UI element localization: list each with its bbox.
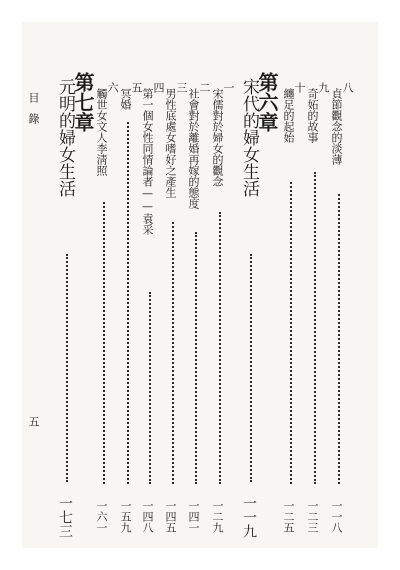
entry-number: 六 [106, 82, 119, 93]
toc-entry[interactable] [165, 82, 187, 198]
chapter-page: 一一九 [241, 496, 257, 538]
entry-title: 觸世女文人李淸照 [95, 88, 108, 176]
entry-page: 一四八 [141, 500, 154, 533]
toc-entry[interactable] [212, 82, 234, 187]
entry-number: 九 [317, 82, 330, 93]
toc-entry[interactable] [331, 82, 353, 165]
dot-leader [127, 122, 129, 484]
toc-entry[interactable] [283, 82, 305, 143]
chapter-label: 第七章 [71, 72, 95, 132]
dot-leader [103, 202, 105, 484]
book-page [22, 22, 378, 548]
toc-entry[interactable] [120, 82, 142, 110]
entry-title: 第一個女性同情論者——袁采 [141, 88, 154, 235]
entry-number: 八 [341, 82, 354, 93]
toc-entry[interactable] [96, 82, 118, 176]
entry-number: 十 [293, 82, 306, 93]
entry-number: 五 [130, 82, 143, 93]
entry-title: 貞節觀念的淡薄 [330, 88, 343, 165]
dot-leader [290, 182, 292, 484]
entry-page: 一五九 [119, 500, 132, 533]
running-header: 目錄 [27, 92, 40, 134]
chapter-label: 第六章 [255, 72, 279, 132]
entry-number: 一 [222, 82, 235, 93]
entry-title: 冥婚 [119, 88, 132, 110]
dot-leader [66, 254, 68, 482]
entry-title: 男性底處女嗜好之產生 [164, 88, 177, 198]
page-folio: 五 [27, 416, 40, 427]
entry-page: 一四五 [164, 500, 177, 533]
chapter-page: 一七三 [57, 496, 73, 538]
toc-chapter[interactable] [240, 72, 277, 197]
chapter-title: 宋代的婦女生活 [239, 78, 259, 197]
dot-leader [219, 212, 221, 484]
entry-page: 一二五 [282, 500, 295, 533]
entry-page: 一二三 [306, 500, 319, 533]
entry-page: 一四一 [187, 500, 200, 533]
entry-page: 一六一 [95, 500, 108, 533]
entry-page: 一二九 [211, 500, 224, 533]
entry-title: 奇妬的故事 [306, 88, 319, 143]
dot-leader [250, 254, 252, 482]
toc-entry[interactable] [307, 82, 329, 143]
dot-leader [149, 292, 151, 484]
entry-title: 社會對於離婚再嫁的態度 [187, 88, 200, 209]
dot-leader [338, 194, 340, 484]
toc-chapter[interactable] [56, 72, 93, 197]
toc-entry[interactable] [188, 82, 210, 209]
dot-leader [172, 222, 174, 484]
dot-leader [195, 232, 197, 484]
entry-title: 宋儒對於婦女的觀念 [211, 88, 224, 187]
entry-page: 一一八 [330, 500, 343, 533]
entry-number: 二 [198, 82, 211, 93]
chapter-title: 元明的婦女生活 [55, 78, 75, 197]
entry-title: 纏足的起始 [282, 88, 295, 143]
entry-number: 四 [152, 82, 165, 93]
dot-leader [314, 172, 316, 484]
toc-entry[interactable] [142, 82, 164, 235]
entry-number: 三 [175, 82, 188, 93]
